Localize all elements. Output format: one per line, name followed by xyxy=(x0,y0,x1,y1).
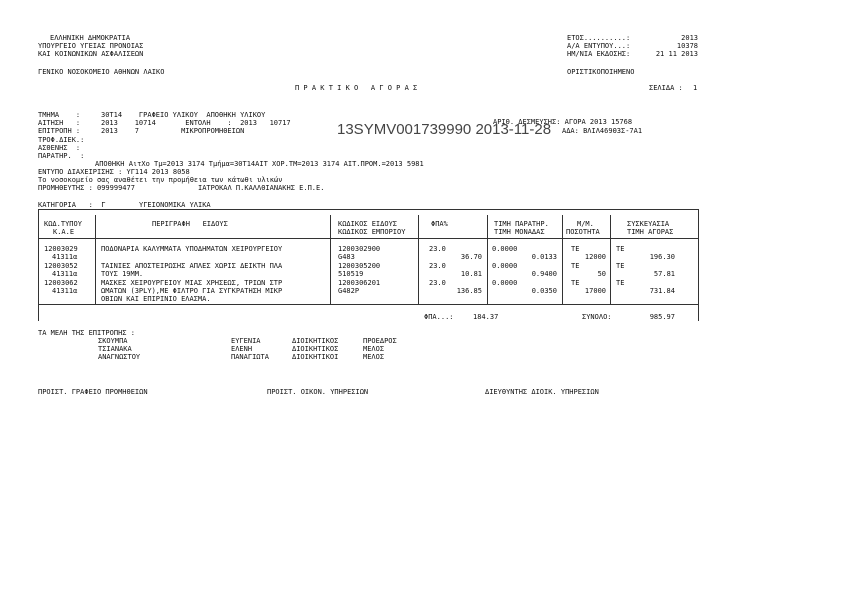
table-cell-description-2: ΤΟΥΣ 19ΜΜ. xyxy=(101,270,144,278)
header-item-code: ΚΩΔΙΚΟΣ ΕΙΔΟΥΣ xyxy=(338,220,398,228)
header-trade-code: ΚΩΔΙΚΟΣ ΕΜΠΟΡΙΟΥ xyxy=(338,228,406,236)
header-unit: Μ/Μ. xyxy=(577,220,594,228)
member-name: ΠΑΝΑΓΙΩΤΑ xyxy=(231,353,269,361)
ministry-label: ΥΠΟΥΡΓΕΙΟ ΥΓΕΙΑΣ ΠΡΟΝΟΙΑΣ xyxy=(38,42,144,50)
table-cell-unit-price: 0.0133 xyxy=(531,253,557,261)
remarks-label: ΠΑΡΑΤΗΡ. : xyxy=(38,152,85,160)
member-role: ΔΙΟΙΚΗΤΙΚΟΙ xyxy=(292,353,339,361)
supplier-name: ΙΑΤΡΟΚΑΛ Π.ΚΑΛΛΘΙΑΝΑΚΗΣ Ε.Π.Ε. xyxy=(198,184,325,192)
finalized-label: ΟΡΙΣΤΙΚΟΠΟΙΗΜΕΝΟ xyxy=(567,68,635,76)
grand-total-label: ΣΥΝΟΛΟ: xyxy=(582,313,612,321)
header-kae: Κ.Α.Ε xyxy=(53,228,75,236)
table-cell-kae: 41311α xyxy=(52,287,78,295)
department-label: ΤΜΗΜΑ : xyxy=(38,111,81,119)
table-cell-description: ΜΑΣΚΕΣ ΧΕΙΡΟΥΡΓΕΙΟΥ ΜΙΑΣ ΧΡΗΣΕΩΣ, ΤΡΙΩΝ ΣΤΡ xyxy=(101,279,283,287)
table-cell-kae: 41311α xyxy=(52,253,78,261)
issue-date-value: 21 11 2013 xyxy=(655,50,698,58)
signature-financial: ΠΡΟΙΣΤ. ΟΙΚΟΝ. ΥΠΗΡΕΣΙΩΝ xyxy=(267,388,369,396)
table-cell-item-code: 1200305200 xyxy=(338,262,381,270)
committee-label: ΕΠΙΤΡΟΠΗ : xyxy=(38,127,81,135)
col-divider xyxy=(487,215,488,304)
header-description: ΠΕΡΙΓΡΑΦΗ ΕΙΔΟΥΣ xyxy=(152,220,228,228)
committee-title: ΤΑ ΜΕΛΗ ΤΗΣ ΕΠΙΤΡΟΠΗΣ : xyxy=(38,329,135,337)
serial-label: Α/Α ΕΝΤΥΠΟΥ...: xyxy=(567,42,631,50)
header-purchase-price: ΤΙΜΗ ΑΓΟΡΑΣ xyxy=(627,228,674,236)
commitment-number: ΑΡΙΘ. ΔΕΣΜΕΥΣΗΣ: ΑΓΟΡΑ 2013 15768 xyxy=(493,118,633,126)
table-cell-package: ΤΕ xyxy=(616,262,625,270)
category-value: ΥΓΕΙΟΝΟΜΙΚΑ ΥΛΙΚΑ xyxy=(139,201,211,209)
member-surname: ΣΚΟΥΜΠΑ xyxy=(98,337,128,345)
header-unit-price: ΤΙΜΗ ΜΟΝΑΔΑΣ xyxy=(494,228,545,236)
table-cell-kae: 41311α xyxy=(52,270,78,278)
table-cell-description: ΤΑΙΝΙΕΣ ΑΠΟΣΤΕΙΡΩΣΗΣ ΑΠΛΕΣ ΧΩΡΙΣ ΔΕΙΚΤΗ ΠΛΑ xyxy=(101,262,283,270)
ministry-label-2: ΚΑΙ ΚΟΙΝΩΝΙΚΩΝ ΑΣΦΑΛΙΣΕΩΝ xyxy=(38,50,144,58)
table-cell-quantity: 50 xyxy=(597,270,606,278)
table-cell-unit: ΤΕ xyxy=(571,245,580,253)
table-cell-code: 12003052 xyxy=(44,262,78,270)
republic-label: ΕΛΛΗΝΙΚΗ ΔΗΜΟΚΡΑΤΙΑ xyxy=(50,34,131,42)
table-cell-vat-amount: 10.81 xyxy=(460,270,482,278)
table-cell-quantity: 17000 xyxy=(584,287,606,295)
table-cell-trade-code: 510519 xyxy=(338,270,364,278)
signature-procurement: ΠΡΟΙΣΤ. ΓΡΑΦΕΙΟ ΠΡΟΜΗΘΕΙΩΝ xyxy=(38,388,148,396)
member-role: ΔΙΟΙΚΗΤΙΚΟΣ xyxy=(292,337,339,345)
remarks-line: ΑΠΟΘΗΚΗ ΑιτΧο Τμ=2013 3174 Τμήμα=30Τ14ΑΙΤ ΧΟΡ.ΤΜ=2013 3174 ΑΙΤ.ΠΡΟΜ.=2013 5981 xyxy=(95,160,424,168)
request-value: 2013 10714 ΕΝΤΟΛΗ : 2013 10717 xyxy=(101,119,291,127)
table-cell-unit: ΤΕ xyxy=(571,279,580,287)
registry-stamp: 13SYMV001739990 2013-11-28 xyxy=(337,121,552,138)
table-cell-code: 12003029 xyxy=(44,245,78,253)
table-cell-vat-amount: 136.85 xyxy=(456,287,482,295)
diet-label: ΤΡΟΦ.ΔΙΕΚ.: xyxy=(38,136,85,144)
hospital-name: ΓΕΝΙΚΟ ΝΟΣΟΚΟΜΕΙΟ ΑΘΗΝΩΝ ΛΑΙΚΟ xyxy=(38,68,165,76)
table-right-border xyxy=(698,209,699,321)
header-code-type: ΚΩΔ.ΤΥΠΟΥ xyxy=(44,220,82,228)
table-cell-quantity: 12000 xyxy=(584,253,606,261)
supplier-label: ΠΡΟΜΗΘΕΥΤΗΣ : 099999477 xyxy=(38,184,135,192)
table-cell-code: 12003062 xyxy=(44,279,78,287)
table-cell-vat: 23.0 xyxy=(429,279,446,287)
col-divider xyxy=(330,215,331,304)
table-cell-unit-price: 0.9400 xyxy=(531,270,557,278)
table-cell-total: 731.84 xyxy=(649,287,675,295)
table-top-border xyxy=(38,209,698,210)
table-cell-ref-price: 0.0000 xyxy=(492,279,518,287)
header-quantity: ΠΟΣΟΤΗΤΑ xyxy=(566,228,600,236)
table-cell-ref-price: 0.0000 xyxy=(492,262,518,270)
table-cell-unit: ΤΕ xyxy=(571,262,580,270)
table-header-border xyxy=(38,238,698,239)
table-cell-total: 196.30 xyxy=(649,253,675,261)
vat-total-value: 184.37 xyxy=(473,313,499,321)
table-cell-ref-price: 0.0000 xyxy=(492,245,518,253)
table-cell-vat: 23.0 xyxy=(429,262,446,270)
vat-total-label: ΦΠΑ...: xyxy=(424,313,454,321)
member-surname: ΑΝΑΓΝΩΣΤΟΥ xyxy=(98,353,141,361)
committee-value: 2013 7 ΜΙΚΡΟΠΡΟΜΗΘΕΙΩΝ xyxy=(101,127,245,135)
member-name: ΕΛΕΝΗ xyxy=(231,345,253,353)
member-position: ΜΕΛΟΣ xyxy=(363,353,385,361)
col-divider xyxy=(610,215,611,304)
year-value: 2013 xyxy=(681,34,698,42)
form-label: ΕΝΤΥΠΟ ΔΙΑΧΕΙΡΙΣΗΣ : ΥΓ114 2013 8058 xyxy=(38,168,190,176)
table-cell-item-code: 1200306201 xyxy=(338,279,381,287)
table-cell-description-3: ΟΒΙΩΝ ΚΑΙ ΕΠΙΡΙΝΙΟ ΕΛΑΣΜΑ. xyxy=(101,295,211,303)
document-title: Π Ρ Α Κ Τ Ι Κ Ο Α Γ Ο Ρ Α Σ xyxy=(295,84,418,92)
signature-director: ΔΙΕΥΘΥΝΤΗΣ ΔΙΟΙΚ. ΥΠΗΡΕΣΙΩΝ xyxy=(485,388,599,396)
table-cell-trade-code: G483 xyxy=(338,253,355,261)
request-label: ΑΙΤΗΣΗ : xyxy=(38,119,81,127)
table-cell-vat: 23.0 xyxy=(429,245,446,253)
header-vat: ΦΠΑ% xyxy=(431,220,448,228)
issue-date-label: ΗΜ/ΝΙΑ ΕΚΔΟΣΗΣ: xyxy=(567,50,631,58)
grand-total-value: 985.97 xyxy=(649,313,675,321)
page-number: 1 xyxy=(693,84,698,92)
member-name: ΕΥΓΕΝΙΑ xyxy=(231,337,261,345)
page-label: ΣΕΛΙΔΑ : xyxy=(649,84,683,92)
table-cell-total: 57.81 xyxy=(653,270,675,278)
department-value: 30Τ14 ΓΡΑΦΕΙΟ ΥΛΙΚΟΥ ΑΠΟΘΗΚΗ ΥΛΙΚΟΥ xyxy=(101,111,266,119)
member-position: ΜΕΛΟΣ xyxy=(363,345,385,353)
table-cell-item-code: 1200302900 xyxy=(338,245,381,253)
table-cell-description-2: ΩΜΑΤΩΝ (3PLY),ΜΕ ΦΙΛΤΡΟ ΓΙΑ ΣΥΓΚΡΑΤΗΣΗ ΜΙΚΡ xyxy=(101,287,283,295)
year-label: ΕΤΟΣ..........: xyxy=(567,34,631,42)
table-cell-package: ΤΕ xyxy=(616,245,625,253)
header-package: ΣΥΣΚΕΥΑΣΙΑ xyxy=(627,220,670,228)
table-body-border xyxy=(38,304,698,305)
notice-text: Το νοσοκομείο σας αναθέτει την προμήθεια των κάτωθι υλικών xyxy=(38,176,283,184)
member-surname: ΤΣΙΑΝΑΚΑ xyxy=(98,345,132,353)
col-divider xyxy=(562,215,563,304)
table-cell-vat-amount: 36.70 xyxy=(460,253,482,261)
table-cell-description: ΠΟΔΟΝΑΡΙΑ ΚΑΛΥΜΜΑΤΑ ΥΠΟΔΗΜΑΤΩΝ ΧΕΙΡΟΥΡΓΕΙΟΥ xyxy=(101,245,283,253)
category-label: ΚΑΤΗΓΟΡΙΑ : Γ xyxy=(38,201,106,209)
member-role: ΔΙΟΙΚΗΤΙΚΟΣ xyxy=(292,345,339,353)
table-left-border xyxy=(38,209,39,321)
col-divider xyxy=(95,215,96,304)
serial-value: 10378 xyxy=(676,42,698,50)
table-cell-unit-price: 0.0350 xyxy=(531,287,557,295)
header-ref-price: ΤΙΜΗ ΠΑΡΑΤΗΡ. xyxy=(494,220,549,228)
col-divider xyxy=(418,215,419,304)
patient-label: ΑΣΘΕΝΗΣ : xyxy=(38,144,81,152)
ada-number: ΑΔΑ: ΒΛΙΛ469Θ3Σ-7Α1 xyxy=(562,127,643,135)
table-cell-trade-code: G482P xyxy=(338,287,360,295)
table-cell-package: ΤΕ xyxy=(616,279,625,287)
member-position: ΠΡΟΕΔΡΟΣ xyxy=(363,337,397,345)
